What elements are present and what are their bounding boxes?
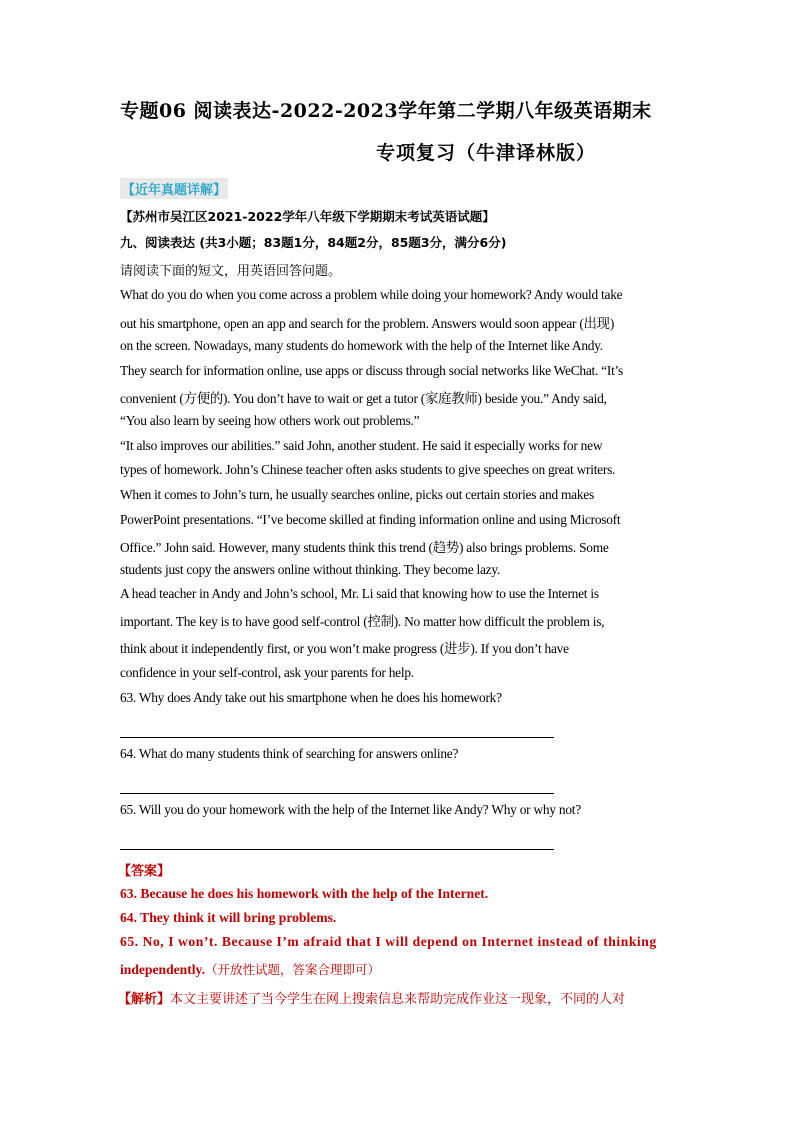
passage-line: types of homework. John’s Chinese teacher often asks students to give speeches on great writers. [120,462,616,477]
answer-64: 64. They think it will bring problems. [120,910,337,925]
passage-line: students just copy the answers online without thinking. They become lazy. [120,562,501,577]
section-tag: 【近年真题详解】 [120,178,228,199]
instruction: 请阅读下面的短文，用英语回答问题。 [120,264,342,279]
answer-65-note: （开放性试题，答案合理即可） [205,962,381,977]
passage-line: important. The key is to have good self-control (控制). No matter how difficult the problem is, [120,614,605,629]
passage-line: PowerPoint presentations. “I’ve become skilled at finding information online and using Microsoft [120,512,621,527]
answer-line-64 [120,793,554,794]
passage-line: confidence in your self-control, ask your parents for help. [120,665,414,680]
page-title-line1: 专题06 阅读表达-2022-2023学年第二学期八年级英语期末 [120,100,652,122]
passage-line: think about it independently first, or you won’t make progress (进步). If you don’t have [120,641,569,656]
question-64: 64. What do many students think of searching for answers online? [120,746,459,761]
passage-line: What do you do when you come across a problem while doing your homework? Andy would take [120,287,623,302]
passage-line: A head teacher in Andy and John’s school, Mr. Li said that knowing how to use the Internet is [120,586,599,601]
passage-line: “It also improves our abilities.” said John, another student. He said it especially works for new [120,438,603,453]
answer-line-63 [120,737,554,738]
analysis-text: 本文主要讲述了当今学生在网上搜索信息来帮助完成作业这一现象，不同的人对 [170,992,626,1007]
passage-line: When it comes to John’s turn, he usually searches online, picks out certain stories and makes [120,487,594,502]
passage-line: convenient (方便的). You don’t have to wait or get a tutor (家庭教师) beside you.” Andy said, [120,391,607,406]
answer-65-line2 [120,960,380,978]
passage-line: “You also learn by seeing how others work out problems.” [120,413,420,428]
answer-63: 63. Because he does his homework with the help of the Internet. [120,886,489,901]
analysis [118,988,625,1007]
page-title-line2: 专项复习（牛津译林版） [376,142,597,164]
passage-line: They search for information online, use apps or discuss through social networks like WeChat. “It’s [120,363,623,378]
question-63: 63. Why does Andy take out his smartphone when he does his homework? [120,690,502,705]
analysis-label: 【解析】 [118,992,171,1007]
exam-source: 【苏州市吴江区2021-2022学年八年级下学期期末考试英语试题】 [120,209,495,224]
question-65: 65. Will you do your homework with the help of the Internet like Andy? Why or why not? [120,802,581,817]
section-heading: 九、阅读表达 (共3小题；83题1分，84题2分，85题3分，满分6分) [120,235,507,250]
answer-heading: 【答案】 [118,864,171,879]
passage-line: on the screen. Nowadays, many students do homework with the help of the Internet like Andy. [120,338,603,353]
passage-line: out his smartphone, open an app and search for the problem. Answers would soon appear (出现) [120,316,615,331]
passage-line: Office.” John said. However, many students think this trend (趋势) also brings problems. Some [120,540,609,555]
answer-65-line1: 65. No, I won’t. Because I’m afraid that I will depend on Internet instead of thinking [120,934,657,949]
answer-65-text: independently. [120,962,205,977]
answer-line-65 [120,849,554,850]
